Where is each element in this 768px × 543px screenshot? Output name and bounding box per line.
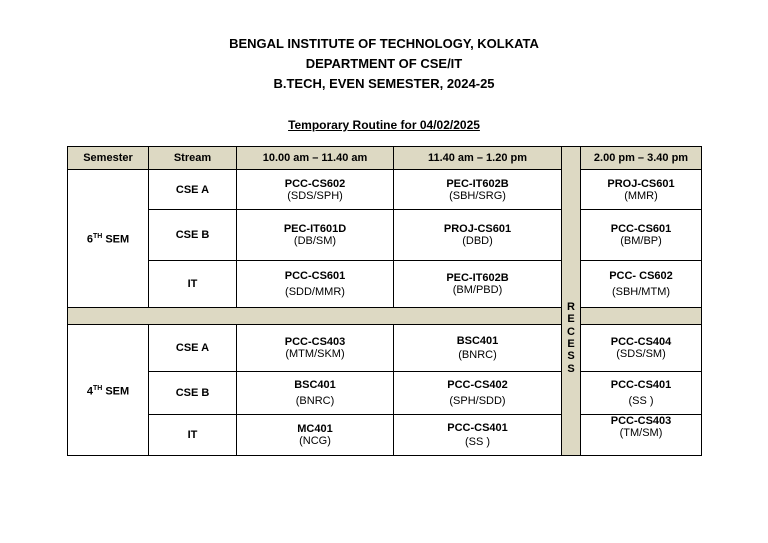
class-cell: PCC-CS601 (BM/BP) <box>581 210 702 261</box>
routine-table <box>67 146 702 456</box>
recess-letter: E <box>567 338 575 350</box>
table-row <box>68 210 702 261</box>
class-cell: MC401 (NCG) <box>237 415 394 456</box>
class-cell: PCC-CS402 (SPH/SDD) <box>394 372 562 415</box>
department-title: DEPARTMENT OF CSE/IT <box>305 56 463 71</box>
table-row <box>68 325 702 372</box>
stream-cell: CSE B <box>149 372 237 415</box>
semester-cell: 6TH SEM <box>68 170 149 308</box>
col-header-slot-3: 2.00 pm – 3.40 pm <box>581 147 702 170</box>
col-header-slot-1: 10.00 am – 11.40 am <box>237 147 394 170</box>
class-cell: PCC-CS401 (SS ) <box>581 372 702 415</box>
class-cell: BSC401 (BNRC) <box>237 372 394 415</box>
semester-cell: 4TH SEM <box>68 325 149 456</box>
class-cell: PROJ-CS601 (DBD) <box>394 210 562 261</box>
class-cell: PCC-CS602 (SDS/SPH) <box>237 170 394 210</box>
class-cell: PCC-CS403 (TM/SM) <box>581 415 702 456</box>
stream-cell: IT <box>149 261 237 308</box>
program-title: B.TECH, EVEN SEMESTER, 2024-25 <box>273 76 495 91</box>
stream-cell: CSE B <box>149 210 237 261</box>
stream-cell: CSE A <box>149 170 237 210</box>
table-row <box>68 372 702 415</box>
recess-letter: C <box>567 325 575 338</box>
class-cell: PCC- CS602 (SBH/MTM) <box>581 261 702 308</box>
class-cell: PCC-CS401 (SS ) <box>394 415 562 456</box>
separator-band <box>68 308 702 325</box>
table-header-row <box>68 147 702 170</box>
col-header-stream: Stream <box>149 147 237 170</box>
class-cell: BSC401 (BNRC) <box>394 325 562 372</box>
institute-title: BENGAL INSTITUTE OF TECHNOLOGY, KOLKATA <box>229 36 539 51</box>
class-cell: PROJ-CS601 (MMR) <box>581 170 702 210</box>
table-row <box>68 170 702 210</box>
class-cell: PCC-CS403 (MTM/SKM) <box>237 325 394 372</box>
class-cell: PCC-CS404 (SDS/SM) <box>581 325 702 372</box>
class-cell: PEC-IT601D (DB/SM) <box>237 210 394 261</box>
recess-letter: S <box>567 350 575 363</box>
stream-cell: CSE A <box>149 325 237 372</box>
recess-letter: S <box>567 362 575 375</box>
table-row <box>68 261 702 308</box>
recess-letter: E <box>567 313 575 326</box>
stream-cell: IT <box>149 415 237 456</box>
col-header-semester: Semester <box>68 147 149 170</box>
class-cell: PCC-CS601 (SDD/MMR) <box>237 261 394 308</box>
routine-subtitle: Temporary Routine for 04/02/2025 <box>288 118 480 132</box>
col-header-slot-2: 11.40 am – 1.20 pm <box>394 147 562 170</box>
recess-letter: R <box>567 301 575 314</box>
recess-column <box>562 147 581 456</box>
class-cell: PEC-IT602B (SBH/SRG) <box>394 170 562 210</box>
table-row <box>68 415 702 456</box>
class-cell: PEC-IT602B (BM/PBD) <box>394 261 562 308</box>
